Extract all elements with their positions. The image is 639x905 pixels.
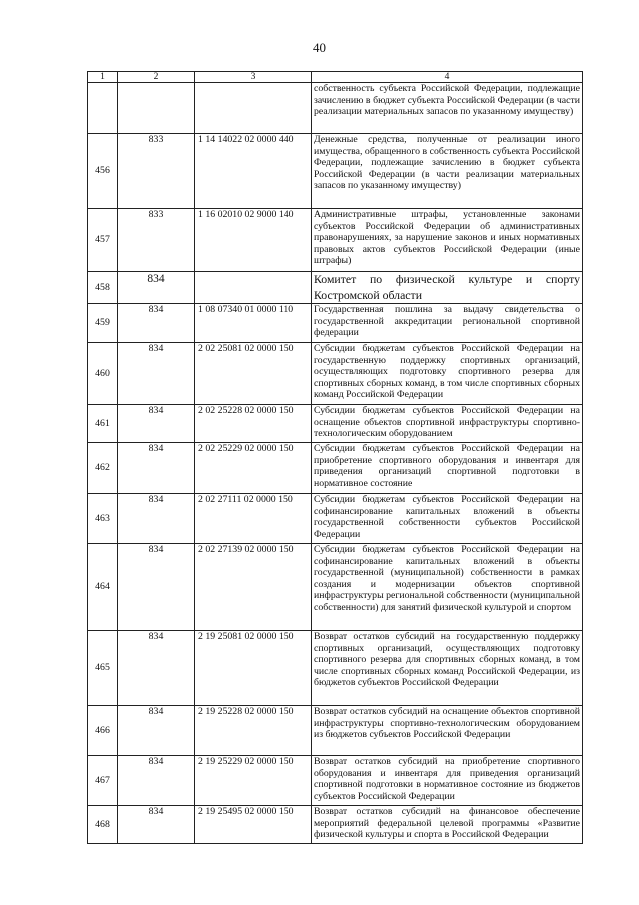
administrator-code: 834: [118, 494, 195, 544]
table-row: [88, 343, 583, 405]
income-description: собственность субъекта Российской Федерации, подлежащие зачислению в бюджет субъекта Российской Федерации (в части реализации материальных запасов по указанному имуществу): [312, 83, 583, 134]
administrator-code: 834: [118, 272, 195, 304]
administrator-code: 834: [118, 806, 195, 844]
table-row-committee: [88, 272, 583, 304]
income-description: Субсидии бюджетам субъектов Российской Федерации на оснащение объектов спортивной инфраструктуры спортивно-технологическим оборудованием: [312, 405, 583, 443]
budget-classification-code: 1 14 14022 02 0000 440: [195, 134, 312, 209]
table-row: [88, 134, 583, 209]
administrator-code: 834: [118, 706, 195, 756]
table-header-row: [88, 72, 583, 83]
income-description: Государственная пошлина за выдачу свидетельства о государственной аккредитации региональной спортивной федерации: [312, 304, 583, 343]
income-description: Субсидии бюджетам субъектов Российской Федерации на приобретение спортивного оборудования и инвентаря для приведения организаций спортивной подготовки в нормативное состояние: [312, 443, 583, 494]
income-description: Возврат остатков субсидий на приобретение спортивного оборудования и инвентаря для приведения организаций спортивной подготовки в нормативное состояние из бюджетов субъектов Российской Федерации: [312, 756, 583, 806]
administrator-code: 834: [118, 405, 195, 443]
row-number: 464: [88, 544, 118, 631]
budget-classification-code: [195, 272, 312, 304]
administrator-code: [118, 83, 195, 134]
row-number: 459: [88, 304, 118, 343]
income-description: Возврат остатков субсидий на государственную поддержку спортивных организаций, осуществляющих подготовку спортивного резерва для спортивных сборных команд, в том числе спортивных сборных команд Российской Федерации, из бюджетов субъектов Российской Федерации: [312, 631, 583, 706]
column-header-number: 1: [88, 72, 118, 83]
budget-classification-code: 2 02 27111 02 0000 150: [195, 494, 312, 544]
table-row: [88, 631, 583, 706]
column-header-code: 3: [195, 72, 312, 83]
budget-classification-code: [195, 83, 312, 134]
income-codes-table: [87, 71, 583, 844]
budget-classification-code: 2 19 25495 02 0000 150: [195, 806, 312, 844]
budget-classification-code: 2 19 25229 02 0000 150: [195, 756, 312, 806]
budget-classification-code: 2 02 25229 02 0000 150: [195, 443, 312, 494]
income-description: Возврат остатков субсидий на финансовое обеспечение мероприятий федеральной целевой программы «Развитие физической культуры и спорта в Российской Федерации: [312, 806, 583, 844]
administrator-code: 833: [118, 209, 195, 272]
budget-classification-code: 1 08 07340 01 0000 110: [195, 304, 312, 343]
table-row: [88, 494, 583, 544]
row-number: 466: [88, 706, 118, 756]
committee-title: Комитет по физической культуре и спорту Костромской области: [312, 272, 583, 304]
administrator-code: 833: [118, 134, 195, 209]
budget-classification-code: 2 02 25228 02 0000 150: [195, 405, 312, 443]
income-description: Субсидии бюджетам субъектов Российской Федерации на государственную поддержку спортивных организаций, осуществляющих подготовку спортивного резерва для спортивных сборных команд, в том числе спортивных сборных команд Российской Федерации: [312, 343, 583, 405]
row-number: 467: [88, 756, 118, 806]
income-description: Административные штрафы, установленные законами субъектов Российской Федерации об административных правонарушениях, за нарушение законов и иных нормативных правовых актов субъектов Российской Федерации (иные штрафы): [312, 209, 583, 272]
row-number: 456: [88, 134, 118, 209]
administrator-code: 834: [118, 756, 195, 806]
administrator-code: 834: [118, 544, 195, 631]
administrator-code: 834: [118, 631, 195, 706]
administrator-code: 834: [118, 343, 195, 405]
budget-classification-code: 2 02 25081 02 0000 150: [195, 343, 312, 405]
column-header-description: 4: [312, 72, 583, 83]
column-header-administrator: 2: [118, 72, 195, 83]
income-description: Субсидии бюджетам субъектов Российской Федерации на софинансирование капитальных вложений в объекты государственной собственности субъектов Российской Федерации: [312, 494, 583, 544]
budget-classification-code: 2 02 27139 02 0000 150: [195, 544, 312, 631]
budget-classification-code: 2 19 25081 02 0000 150: [195, 631, 312, 706]
income-description: Денежные средства, полученные от реализации иного имущества, обращенного в собственность субъекта Российской Федерации, подлежащие зачислению в бюджет субъекта Российской Федерации (в части реализации материальных запасов по указанному имуществу): [312, 134, 583, 209]
table-row: [88, 706, 583, 756]
table-row: [88, 756, 583, 806]
administrator-code: 834: [118, 443, 195, 494]
income-description: Возврат остатков субсидий на оснащение объектов спортивной инфраструктуры спортивно-технологическим оборудованием из бюджетов субъектов Российской Федерации: [312, 706, 583, 756]
budget-classification-code: 2 19 25228 02 0000 150: [195, 706, 312, 756]
income-description: Субсидии бюджетам субъектов Российской Федерации на софинансирование капитальных вложений в объекты государственной (муниципальной) собственности в рамках создания и модернизации объектов спортивной инфраструктуры региональной собственности (муниципальной собственности) для занятий физической культурой и спортом: [312, 544, 583, 631]
row-number: 463: [88, 494, 118, 544]
row-number: 460: [88, 343, 118, 405]
table-row: [88, 443, 583, 494]
row-number: 465: [88, 631, 118, 706]
table-row: [88, 209, 583, 272]
row-number: 468: [88, 806, 118, 844]
row-number: 462: [88, 443, 118, 494]
administrator-code: 834: [118, 304, 195, 343]
table-row: [88, 83, 583, 134]
row-number: 458: [88, 272, 118, 304]
table-row: [88, 544, 583, 631]
table-row: [88, 806, 583, 844]
page-number: 40: [313, 40, 326, 55]
row-number: 461: [88, 405, 118, 443]
table-row: [88, 405, 583, 443]
row-number: [88, 83, 118, 134]
budget-classification-code: 1 16 02010 02 9000 140: [195, 209, 312, 272]
table-row: [88, 304, 583, 343]
row-number: 457: [88, 209, 118, 272]
